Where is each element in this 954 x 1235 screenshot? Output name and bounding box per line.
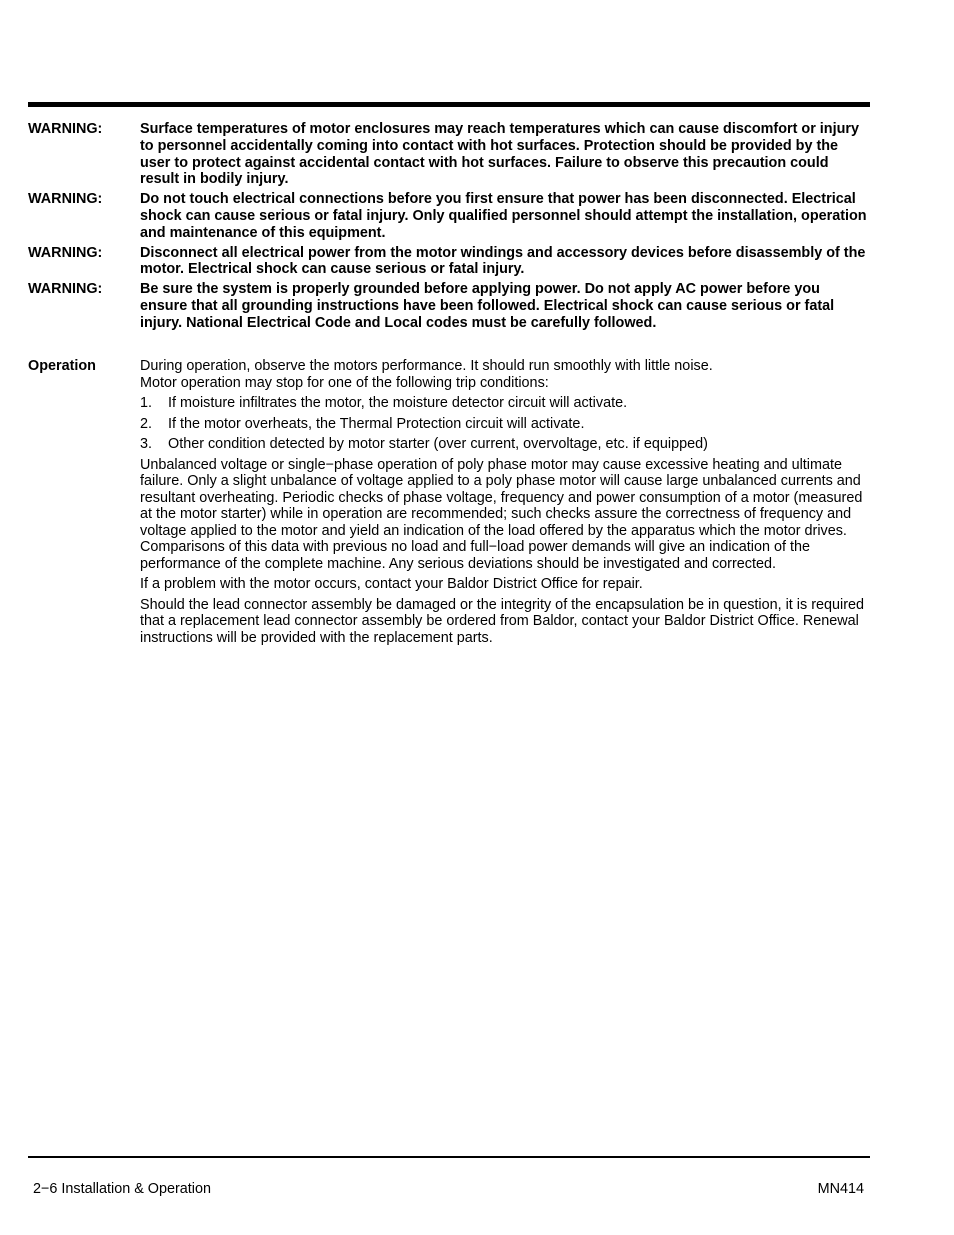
footer-document-number: MN414 bbox=[817, 1181, 864, 1197]
list-item bbox=[140, 436, 870, 453]
list-number: 2. bbox=[140, 415, 153, 432]
warning-grounding bbox=[28, 281, 870, 331]
warning-text: Surface temperatures of motor enclosures may reach temperatures which can cause discomfort or injury to personnel accidentally coming into contact with hot surfaces. Protection should be provided by the user to protect against accidental contact with hot surfaces. Failure to observe this precaution could result in bodily injury. bbox=[140, 121, 859, 188]
warning-text: Do not touch electrical connections before you first ensure that power has been disconnected. Electrical shock can cause serious or fatal injury. Only qualified personnel should attempt the installation, operation and maintenance of this equipment. bbox=[140, 191, 867, 241]
comparisons-text: Comparisons of this data with previous no load and full−load power demands will give an indication of the performance of the complete machine. Any serious deviations should be investigated and corrected. bbox=[140, 539, 810, 572]
section-heading: Operation bbox=[28, 358, 96, 374]
warning-surface-temperature bbox=[28, 121, 870, 188]
trip-conditions-list bbox=[140, 395, 870, 453]
warning-text: Disconnect all electrical power from the motor windings and accessory devices before disassembly of the motor. Electrical shock can cause serious or fatal injury. bbox=[140, 244, 866, 278]
page-footer bbox=[33, 1181, 864, 1198]
problem-paragraph bbox=[140, 576, 870, 593]
intro-paragraph bbox=[140, 358, 870, 391]
lead-connector-paragraph bbox=[140, 597, 870, 647]
list-text: Other condition detected by motor starter (over current, overvoltage, etc. if equipped) bbox=[168, 436, 708, 452]
warning-label: WARNING: bbox=[28, 244, 103, 261]
list-text: If the motor overheats, the Thermal Protection circuit will activate. bbox=[168, 415, 585, 432]
unbalanced-voltage-paragraph bbox=[140, 457, 870, 540]
unbalanced-voltage-text: Unbalanced voltage or single−phase operation of poly phase motor may cause excessive heating and ultimate failure. Only a slight unbalance of voltage applied to a poly phase motor will cause large unbalanced currents and resultant overheating. Periodic checks of phase voltage, frequency and power consumption of a motor (measured at the motor starter) while in operation are recommended; such checks assure the correctness of frequency and voltage applied to the motor and yield an indication of the load offered by the apparatus which the motor drives. bbox=[140, 456, 863, 539]
list-number: 3. bbox=[140, 436, 153, 452]
bottom-rule bbox=[28, 1156, 870, 1158]
operation-section bbox=[28, 358, 870, 650]
section-body bbox=[140, 358, 870, 650]
warning-label: WARNING: bbox=[28, 191, 103, 208]
list-item bbox=[140, 395, 870, 412]
list-number: 1. bbox=[140, 395, 153, 411]
problem-text: If a problem with the motor occurs, contact your Baldor District Office for repair. bbox=[140, 576, 643, 592]
intro-line: During operation, observe the motors performance. It should run smoothly with little noise. bbox=[140, 358, 713, 374]
comparisons-paragraph bbox=[140, 539, 870, 572]
top-rule bbox=[28, 102, 870, 107]
warning-disconnect-power bbox=[28, 245, 870, 279]
list-item bbox=[140, 416, 870, 433]
warning-text: Be sure the system is properly grounded before applying power. Do not apply AC power before you ensure that all grounding instructions have been followed. Electrical shock can cause serious or fatal injury. National Electrical Code and Local codes must be carefully followed. bbox=[140, 281, 835, 331]
footer-page-label: 2−6 Installation & Operation bbox=[33, 1181, 211, 1197]
warnings-block bbox=[28, 121, 870, 335]
warning-label: WARNING: bbox=[28, 281, 103, 298]
intro-line: Motor operation may stop for one of the following trip conditions: bbox=[140, 374, 549, 391]
warning-label: WARNING: bbox=[28, 121, 103, 137]
warning-electrical-connections bbox=[28, 191, 870, 241]
lead-connector-text: Should the lead connector assembly be damaged or the integrity of the encapsulation be in question, it is required that a replacement lead connector assembly be ordered from Baldor, contact your Baldor District Office. Renewal instructions will be provided with the replacement parts. bbox=[140, 596, 864, 646]
list-text: If moisture infiltrates the motor, the moisture detector circuit will activate. bbox=[168, 395, 628, 411]
